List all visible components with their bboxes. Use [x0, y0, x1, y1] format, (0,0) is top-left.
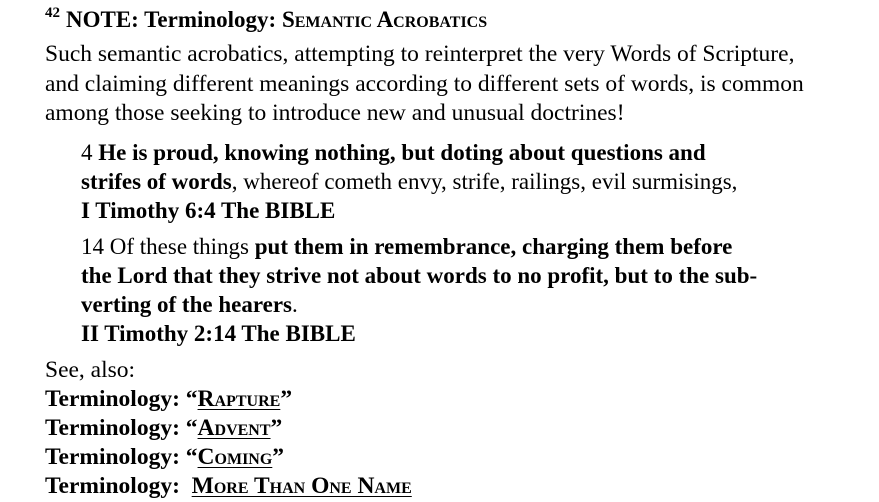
ref-prefix: Terminology: “ [45, 386, 198, 412]
ref-prefix: Terminology: “ [45, 415, 198, 441]
ref-suffix: ” [280, 386, 293, 412]
footnote-number: 42 [45, 5, 60, 21]
ref-prefix: Terminology: [45, 473, 192, 499]
quote1-plain-2: , whereof cometh envy, strife, railings, evil surmisings, [231, 169, 738, 194]
ref-link-coming[interactable]: Coming [197, 444, 273, 470]
quote2-plain-3: . [292, 292, 298, 317]
ref-link-advent[interactable]: Advent [197, 415, 271, 441]
quote2-line-3 [81, 293, 298, 316]
ref-link-more-than-one-name[interactable]: More Than One Name [191, 473, 412, 499]
quote1-bold-2: strifes of words [81, 169, 232, 194]
ref-prefix: Terminology: “ [45, 444, 198, 470]
quote2-line-2: the Lord that they strive not about words to no profit, but to the sub- [81, 263, 758, 288]
see-also-item-rapture [45, 388, 292, 412]
paragraph-line-2: and claiming different meanings according to different sets of words, is common [45, 71, 804, 97]
quote2-bold-3: verting of the hearers [81, 292, 292, 317]
see-also-item-coming [45, 446, 284, 470]
quote1-citation: I Timothy 6:4 The BIBLE [81, 198, 336, 223]
heading-title: Semantic Acrobatics [281, 7, 488, 32]
paragraph-line-1: Such semantic acrobatics, attempting to reinterpret the very Words of Scripture, [45, 41, 795, 67]
ref-link-rapture[interactable]: Rapture [197, 386, 281, 412]
quote1-bold-1: He is proud, knowing nothing, but doting about questions and [98, 140, 706, 165]
quote2-plain-1: 14 Of these things [81, 234, 255, 259]
ref-suffix: ” [272, 444, 285, 470]
quote1-line-1 [81, 141, 706, 164]
heading-prefix: NOTE: Terminology: [66, 7, 282, 32]
ref-suffix: ” [270, 415, 283, 441]
see-also-item-advent [45, 417, 282, 441]
quote1-verse-number: 4 [81, 140, 99, 165]
note-heading [45, 5, 488, 32]
paragraph-line-3: among those seeking to introduce new and unusual doctrines! [45, 100, 625, 126]
quote1-line-2 [81, 170, 737, 193]
quote2-bold-1: put them in remembrance, charging them before [254, 234, 733, 259]
see-also-label: See, also: [45, 357, 136, 383]
quote2-line-1 [81, 235, 732, 258]
quote2-citation: II Timothy 2:14 The BIBLE [81, 321, 356, 346]
see-also-item-more-than-one-name [45, 475, 412, 499]
